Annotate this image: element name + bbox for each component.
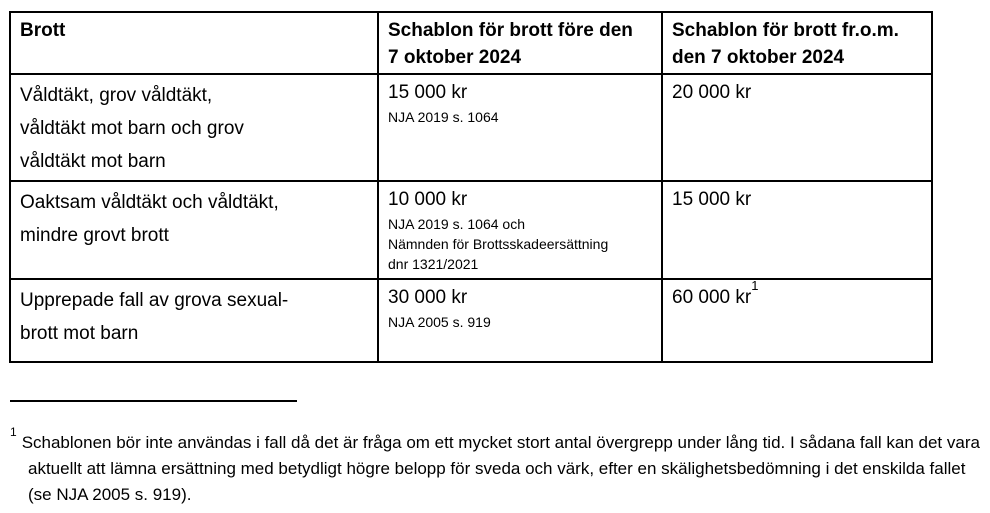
column-header-after-date [662, 12, 932, 74]
crime-text-line: våldtäkt mot barn [20, 151, 166, 172]
after-amount-cell [662, 279, 932, 362]
crime-text-line: Upprepade fall av grova sexual- [20, 290, 289, 311]
table-row-valdtakt [10, 74, 932, 181]
amount-before: 30 000 kr [388, 287, 468, 308]
table-row-upprepade-sexualbrott [10, 279, 932, 362]
crime-text-line: Våldtäkt, grov våldtäkt, [20, 85, 213, 106]
before-amount-cell [378, 181, 662, 279]
case-reference: NJA 2005 s. 919 [388, 314, 491, 330]
column-header-before-date [378, 12, 662, 74]
column-header-before-line-1: Schablon för brott före den [388, 20, 633, 41]
footnote [10, 425, 982, 508]
footnote-reference-marker: 1 [751, 277, 759, 293]
column-header-brott-label: Brott [20, 20, 66, 41]
crime-text-line: våldtäkt mot barn och grov [20, 118, 244, 139]
crime-cell [10, 74, 378, 181]
footnote-marker: 1 [10, 425, 17, 440]
amount-after-value: 60 000 kr [672, 287, 752, 308]
footnote-separator-line [10, 400, 297, 402]
amount-after [672, 277, 923, 312]
column-header-after-line-2: den 7 oktober 2024 [672, 47, 845, 68]
footnote-text: Schablonen bör inte användas i fall då det är fråga om ett mycket stort antal övergrepp under lång tid. I sådana fall kan det vara aktuellt att lämna ersättning med betydligt högre belopp för sveda och värk, efter en skälighetsbedömning i det enskilda fallet (se NJA 2005 s. 919). [21, 433, 980, 504]
amount-before: 10 000 kr [388, 189, 468, 210]
before-amount-cell [378, 279, 662, 362]
table-row-oaktsam-valdtakt [10, 181, 932, 279]
crime-cell [10, 181, 378, 279]
crime-cell [10, 279, 378, 362]
crime-text-line: Oaktsam våldtäkt och våldtäkt, [20, 192, 279, 213]
amount-after: 20 000 kr [672, 82, 752, 103]
table-header-row [10, 12, 932, 74]
case-reference: NJA 2019 s. 1064 [388, 109, 499, 125]
before-amount-cell [378, 74, 662, 181]
column-header-brott [10, 12, 378, 74]
case-reference: NJA 2019 s. 1064 och [388, 216, 525, 232]
case-reference: dnr 1321/2021 [388, 256, 479, 272]
after-amount-cell [662, 74, 932, 181]
crime-text-line: mindre grovt brott [20, 225, 169, 246]
amount-before: 15 000 kr [388, 82, 468, 103]
amount-after: 15 000 kr [672, 189, 752, 210]
column-header-before-line-2: 7 oktober 2024 [388, 47, 522, 68]
after-amount-cell [662, 181, 932, 279]
compensation-table [9, 11, 933, 363]
case-reference: Nämnden för Brottsskadeersättning [388, 236, 609, 252]
column-header-after-line-1: Schablon för brott fr.o.m. [672, 20, 899, 41]
crime-text-line: brott mot barn [20, 323, 139, 344]
